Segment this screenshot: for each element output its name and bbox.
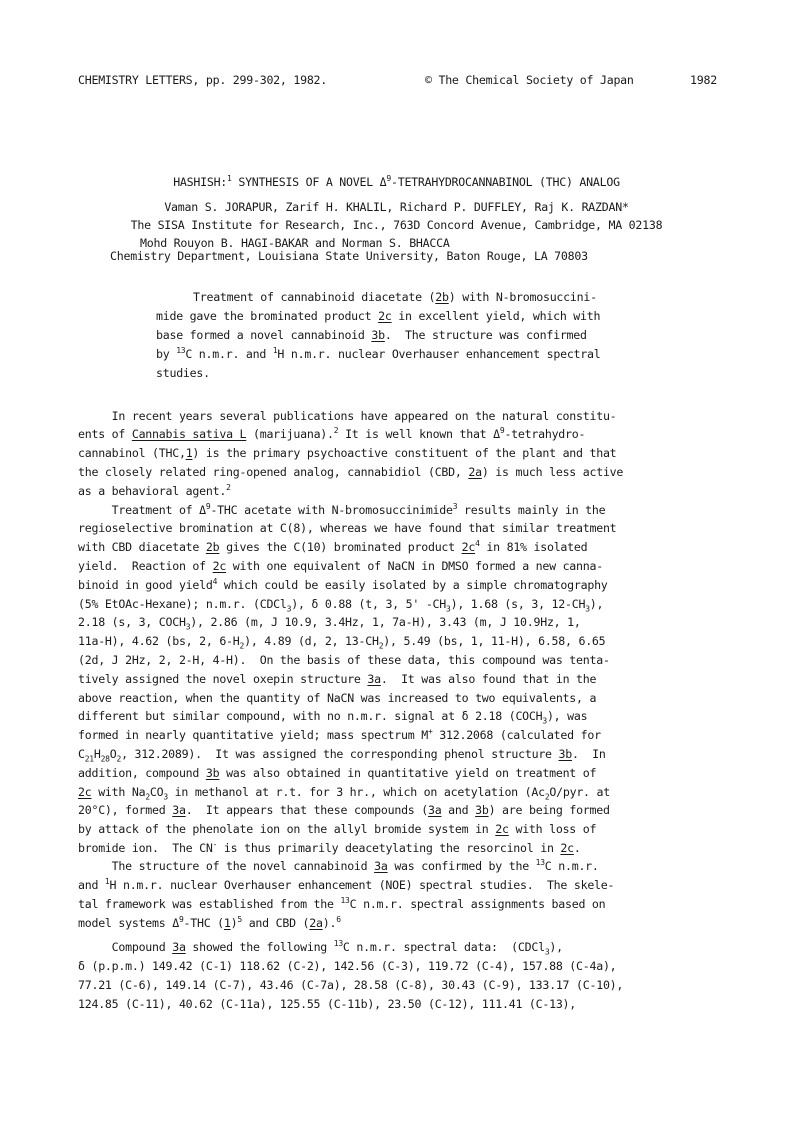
body-line: different but similar compound, with no n.m.r. signal at δ 2.18 $(COCH_3)$, was <box>78 709 588 726</box>
abstract-line: by $^{13}$C n.m.r. and $^1$H n.m.r. nuclear Overhauser enhancement spectral <box>156 346 601 361</box>
body-line: The structure of the novel cannabinoid 3a was confirmed by the $^{13}$C n.m.r. <box>78 858 599 873</box>
body-line: by attack of the phenolate ion on the allyl bromide system in 2c with loss of <box>78 822 597 836</box>
body-line: (2d, J 2Hz, 2, 2-H, 4-H). On the basis of these data, this compound was tenta- <box>78 653 610 667</box>
abstract-line: studies. <box>156 366 210 380</box>
journal-citation: CHEMISTRY LETTERS, pp. 299-302, 1982. <box>78 73 328 87</box>
paper-title: HASHISH:$^1$ SYNTHESIS OF A NOVEL $\Delta^9$-TETRAHYDROCANNABINOL (THC) ANALOG <box>173 174 620 189</box>
abstract-line: Treatment of cannabinoid diacetate (2b) with N-bromosuccini- <box>193 290 597 304</box>
body-line: bromide ion. The CN- is thus primarily deacetylating the resorcinol in 2c. <box>78 840 581 855</box>
body-line: 11a-H), 4.62 (bs, 2, $6-H_2$), 4.89 (d, 2, $13-CH_2$), 5.49 (bs, 1, 11-H), 6.58, 6.65 <box>78 634 606 651</box>
body-line: regioselective bromination at C(8), whereas we have found that similar treatment <box>78 521 617 535</box>
body-line: 124.85 (C-11), 40.62 (C-11a), 125.55 (C-11b), 23.50 (C-12), 111.41 (C-13), <box>78 997 577 1011</box>
body-line: Treatment of $\Delta^9$-THC acetate with N-bromosuccinimide$^3$ results mainly in the <box>78 502 606 517</box>
authors-group-2: Mohd Rouyon B. HAGI-BAKAR and Norman S. BHACCA <box>140 236 450 250</box>
body-line: Compound 3a showed the following $^{13}$C n.m.r. spectral data: (CDCl$_3$), <box>78 939 563 957</box>
body-line: with CBD diacetate 2b gives the C(10) brominated product $2c^4$ in 81% isolated <box>78 539 588 554</box>
body-line: binoid in good yield$^4$ which could be easily isolated by a simple chromatography <box>78 577 608 592</box>
body-line: 2.18 (s, 3, $COCH_3$), 2.86 (m, J 10.9, 3.4Hz, 1, 7a-H), 3.43 (m, J 10.9Hz, 1, <box>78 615 581 632</box>
body-line: and $^1$H n.m.r. nuclear Overhauser enhancement (NOE) spectral studies. The skele- <box>78 877 615 892</box>
affiliation-2: Chemistry Department, Louisiana State University, Baton Rouge, LA 70803 <box>110 249 588 263</box>
body-line: 77.21 (C-6), 149.14 (C-7), 43.46 (C-7a), 28.58 (C-8), 30.43 (C-9), 133.17 (C-10), <box>78 978 624 992</box>
body-line: 20°C), formed 3a. It appears that these compounds (3a and 3b) are being formed <box>78 803 610 817</box>
body-line: (5% EtOAc-Hexane); n.m.r. (CDCl$_3$), δ 0.88 (t, 3, 5' $-CH_3$), 1.68 (s, 3, $12-CH_3$), <box>78 597 604 614</box>
body-line: ents of Cannabis sativa L (marijuana).$^2$ It is well known that $\Delta^9-tetrahydro-$ <box>78 426 586 441</box>
body-line: tively assigned the novel oxepin structure 3a. It was also found that in the <box>78 672 597 686</box>
copyright-notice: © The Chemical Society of Japan <box>425 73 634 87</box>
body-line: $C_{21}H_{28}O_2$, 312.2089). It was assigned the corresponding phenol structure 3b. In <box>78 747 606 764</box>
body-line: In recent years several publications have appeared on the natural constitu- <box>78 409 617 423</box>
body-line: formed in nearly quantitative yield; mass spectrum M+ 312.2068 (calculated for <box>78 727 601 742</box>
body-line: addition, compound 3b was also obtained in quantitative yield on treatment of <box>78 766 597 780</box>
body-line: 2c with $Na_2CO_3$ in methanol at r.t. for 3 hr., which on acetylation ($Ac_2O$/pyr. at <box>78 785 610 802</box>
header-year: 1982 <box>690 73 717 87</box>
abstract-line: mide gave the brominated product 2c in excellent yield, which with <box>156 309 601 323</box>
body-line: tal framework was established from the $^{13}$C n.m.r. spectral assignments based on <box>78 896 606 911</box>
body-line: yield. Reaction of 2c with one equivalent of NaCN in DMSO formed a new canna- <box>78 559 603 573</box>
body-line: the closely related ring-opened analog, cannabidiol (CBD, 2a) is much less active <box>78 465 624 479</box>
abstract-line: base formed a novel cannabinoid 3b. The structure was confirmed <box>156 328 587 342</box>
authors-group-1: Vaman S. JORAPUR, Zarif H. KHALIL, Richard P. DUFFLEY, Raj K. RAZDAN* <box>164 200 629 214</box>
body-line: as a behavioral agent.$^2$ <box>78 483 231 498</box>
body-line: δ (p.p.m.) 149.42 (C-1) 118.62 (C-2), 142.56 (C-3), 119.72 (C-4), 157.88 (C-4a), <box>78 959 617 973</box>
body-line: model systems $\Delta^9$-THC $(1)^5$ and CBD (2a).$^6$ <box>78 915 341 930</box>
body-line: cannabinol (THC,1) is the primary psychoactive constituent of the plant and that <box>78 446 617 460</box>
body-line: above reaction, when the quantity of NaCN was increased to two equivalents, a <box>78 691 597 705</box>
affiliation-1: The SISA Institute for Research, Inc., 763D Concord Avenue, Cambridge, MA 02138 <box>130 218 663 232</box>
